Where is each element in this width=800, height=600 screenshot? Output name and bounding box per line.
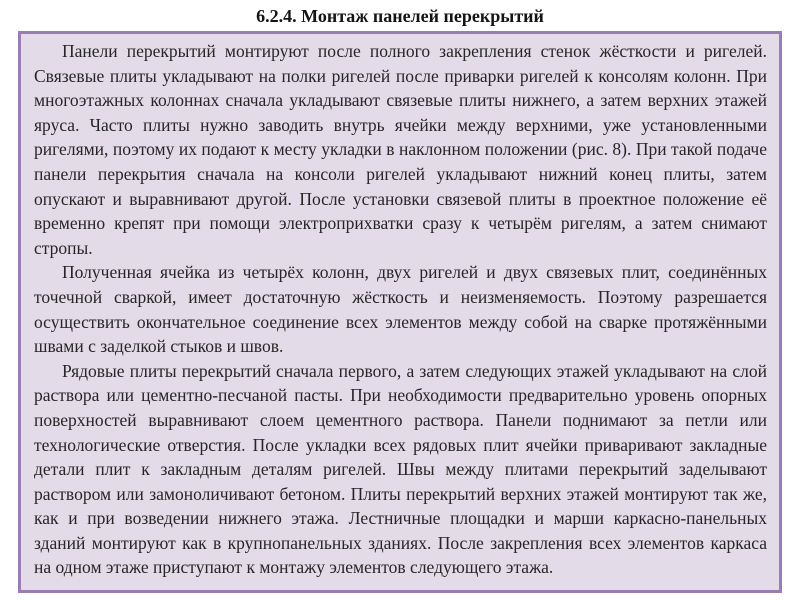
paragraph-2: Полученная ячейка из четырёх колонн, двух ригелей и двух связевых плит, соединённых точечной сваркой, имеет достаточную жёсткость и неизменяемость. Поэтому разрешается осуществить окончательное соединение всех элементов между собой на сварке протяжёнными швами с заделкой стыков и швов. — [34, 262, 767, 357]
page-bottom-margin — [0, 593, 800, 600]
paragraph-1: Панели перекрытий монтируют после полного закрепления стенок жёсткости и ригелей. Связевые плиты укладывают на полки ригелей после приварки ригелей к консолям колонн. При многоэтажных колоннах сначала укладывают связевые плиты нижнего, а затем верхних этажей яруса. Часто плиты нужно заводить внутрь ячейки между верхними, уже установленными ригелями, поэтому их подают к месту укладки в наклонном положении (рис. 8). При такой подаче панели перекрытия сначала на консоли ригелей укладывают нижний конец плиты, затем опускают и выравнивают другой. После установки связевой плиты в проектное положение её временно крепят при помощи электроприхватки сразу к четырём ригелям, а затем снимают стропы. — [34, 41, 767, 258]
paragraph-3: Рядовые плиты перекрытий сначала первого, а затем следующих этажей укладывают на слой раствора или цементно-песчаной пасты. При необходимости предварительно уровень опорных поверхностей выравнивают слоем цементного раствора. Панели поднимают за петли или технологические отверстия. После укладки всех рядовых плит ячейки приваривают закладные детали плит к закладным деталям ригелей. Швы между плитами перекрытий заделывают раствором или замоноличивают бетоном. Плиты перекрытий верхних этажей монтируют так же, как и при возведении нижнего этажа. Лестничные площадки и марши каркасно-панельных зданий монтируют как в крупнопанельных зданиях. После закрепления всех элементов каркаса на одном этаже приступают к монтажу элементов следующего этажа. — [34, 360, 767, 578]
section-heading: 6.2.4. Монтаж панелей перекрытий — [256, 6, 544, 26]
text-panel — [18, 31, 782, 593]
